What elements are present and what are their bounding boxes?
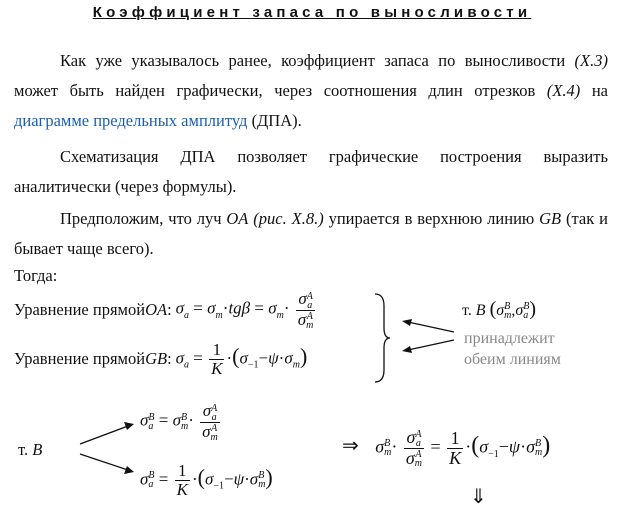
p3-text-1: Предположим, что луч — [60, 209, 227, 228]
eq1-line: OA — [145, 300, 168, 319]
p3-gb: GB — [539, 209, 562, 228]
eq2-line: GB — [145, 349, 168, 368]
down-arrow-symbol: ⇓ — [470, 486, 487, 508]
p1-ref-2: (X.4) — [546, 81, 581, 100]
p3-ref: (рис. X.8.) — [253, 209, 324, 228]
p1-ref-1: (X.3) — [574, 51, 608, 70]
togda-label: Тогда: — [14, 266, 58, 285]
p1-text-3: на — [580, 81, 609, 100]
p1-text-4: (ДПА). — [247, 111, 302, 130]
point-b-label: т. B — [18, 440, 43, 459]
equation-oa: Уравнение прямой OA : $\sigma_a = \sigma_m\cdot tg\beta = \sigma_m\cdot$ σ A a σ A m — [14, 289, 314, 331]
eq2-colon: : — [167, 349, 172, 368]
paragraph-2 — [14, 142, 608, 202]
paragraph-1 — [14, 46, 608, 136]
p3-oa: OA — [226, 209, 249, 228]
both-lines-text: обеим линиям — [464, 351, 561, 368]
equation-gb: Уравнение прямой GB : $\sigma_a$ = $\frac{1}{K}$ $\cdot(\sigma_{-1}-\psi\cdot\sigma_m)$ — [14, 339, 308, 378]
arrows-to-equations — [398, 318, 458, 358]
dpa-link[interactable]: диаграмме предельных амплитуд — [14, 111, 248, 130]
eq1-colon: : — [167, 300, 172, 319]
p3-text-2: упирается в верхнюю линию — [323, 209, 540, 228]
point-b-note: т. B (σ B m ,σ B a ) — [462, 298, 537, 322]
combined-equation: ⇒ σ B m · σ A a σ A m = $\frac{1}{K}$ $\cdot(\sigma_{-1}-\psi\cdot\sigma$ B m ) — [342, 426, 551, 470]
paragraph-3 — [14, 204, 608, 264]
eq1-label: Уравнение прямой — [14, 300, 146, 319]
right-brace — [372, 292, 392, 384]
eq2-label: Уравнение прямой — [14, 349, 146, 368]
b-equation-1: σ B a = σ B m · σ A a σ A m — [140, 401, 218, 443]
eq1-fraction: σ A a σ A m — [297, 289, 314, 331]
page-title: Коэффициент запаса по выносливости — [92, 4, 532, 21]
point-b-arrows — [74, 418, 138, 480]
p1-text-1: Как уже указывалось ранее, коэффициент запаса по выносливости — [60, 51, 575, 70]
p2-text: Схематизация ДПА позволяет графические построения выразить аналитически (через формулы). — [14, 147, 608, 196]
implies-symbol: ⇒ — [342, 435, 359, 458]
b-equation-2: σ B a = $\frac{1}{K}$ $\cdot(\sigma_{-1}-\psi\cdot\sigma$ B m ) — [140, 460, 273, 499]
p3-text-3: (так и бывает чаще всего). — [14, 209, 608, 258]
p1-text-2: может быть найден графически, через соотношения длин отрезков — [14, 81, 547, 100]
belongs-text: принадлежит — [464, 330, 555, 347]
